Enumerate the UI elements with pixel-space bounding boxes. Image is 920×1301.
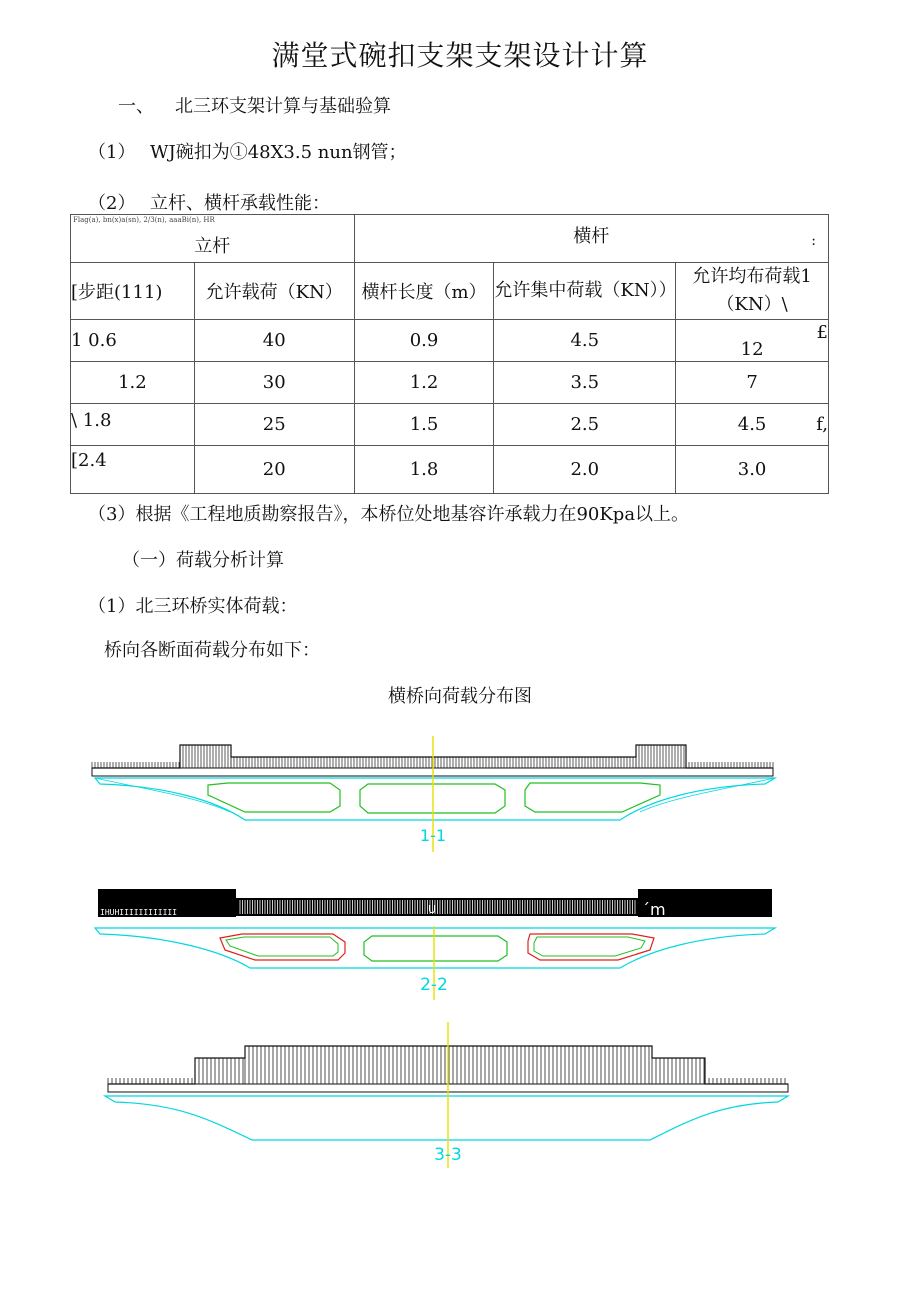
- load-label: IHUHIIIIIIIIIIII: [100, 908, 178, 917]
- box-cell: [534, 937, 645, 956]
- cell-length: 1.8: [354, 446, 494, 494]
- section-1-1: [92, 736, 775, 852]
- header-uni: 允许均布荷载1（KN）\: [676, 263, 829, 320]
- section-heading: 北三环支架计算与基础验算: [175, 96, 391, 117]
- header-step: [步距(111): [71, 263, 195, 320]
- para-number: （1）: [88, 142, 136, 163]
- box-cell: [364, 936, 507, 961]
- section-3-3: [105, 1022, 788, 1168]
- load-label: U: [428, 903, 437, 916]
- cell-conc: 2.0: [494, 446, 676, 494]
- cell-length: 1.5: [354, 404, 494, 446]
- girder-outline: [105, 1096, 788, 1140]
- box-cell: [525, 783, 660, 812]
- cell-mark: £: [816, 322, 828, 343]
- para-number: （2）: [88, 193, 136, 214]
- section-label: 1-1: [419, 826, 447, 845]
- cell-conc: 4.5: [494, 320, 676, 362]
- cell-step: \ 1.8: [71, 404, 195, 446]
- cell-uni: 7: [676, 362, 829, 404]
- cell-step: [2.4: [71, 446, 195, 494]
- figure-title: 横桥向荷载分布图: [388, 686, 532, 707]
- cell-load: 25: [194, 404, 354, 446]
- header-conc: 允许集中荷载（KN））: [494, 263, 676, 320]
- section-label: 3-3: [434, 1145, 462, 1165]
- cell-conc: 2.5: [494, 404, 676, 446]
- cell-step: 1 0.6: [71, 320, 195, 362]
- page-title: 满堂式碗扣支架支架设计计算: [271, 39, 649, 72]
- section-heading: （一）荷载分析计算: [122, 550, 284, 571]
- cell-uni-value: 12: [740, 339, 764, 360]
- cell-length: 1.2: [354, 362, 494, 404]
- load-label: ´m: [642, 900, 666, 919]
- paragraph: 立杆、横杆承载性能：: [150, 193, 330, 214]
- box-cell: [208, 783, 340, 812]
- cell-uni: 3.0: [676, 446, 829, 494]
- girder-curve: [95, 778, 230, 812]
- cell-load: 30: [194, 362, 354, 404]
- header-load: 允许载荷（KN）: [194, 263, 354, 320]
- section-2-2: [95, 889, 775, 1000]
- group-mark: :: [811, 233, 816, 249]
- cell-mark: f,: [816, 414, 828, 435]
- load-hatching: [108, 1046, 785, 1084]
- header-length: 横杆长度（m）: [354, 263, 494, 320]
- girder-outline: [95, 928, 775, 968]
- group-label: 立杆: [194, 235, 231, 257]
- group-label: 横杆: [573, 225, 610, 247]
- paragraph: WJ碗扣为①48X3.5 nun钢管；: [150, 142, 407, 163]
- cell-length: 0.9: [354, 320, 494, 362]
- box-cell: [226, 937, 338, 956]
- paragraph: （3）根据《工程地质勘察报告》，本桥位处地基容许承载力在90Kpa以上。: [88, 504, 690, 525]
- cell-step: 1.2: [71, 362, 195, 404]
- section-label: 2-2: [420, 975, 448, 995]
- cell-load: 40: [194, 320, 354, 362]
- paragraph: （1）北三环桥实体荷载：: [88, 596, 298, 617]
- cell-uni-value: 4.5: [737, 414, 767, 435]
- section-number: 一、: [118, 96, 154, 117]
- cell-conc: 3.5: [494, 362, 676, 404]
- paragraph: 桥向各断面荷载分布如下：: [104, 640, 320, 661]
- table-note: Flag(a), bn(x)a(sn), 2/3(n), aaaBi(n), HR: [73, 216, 215, 224]
- cell-load: 20: [194, 446, 354, 494]
